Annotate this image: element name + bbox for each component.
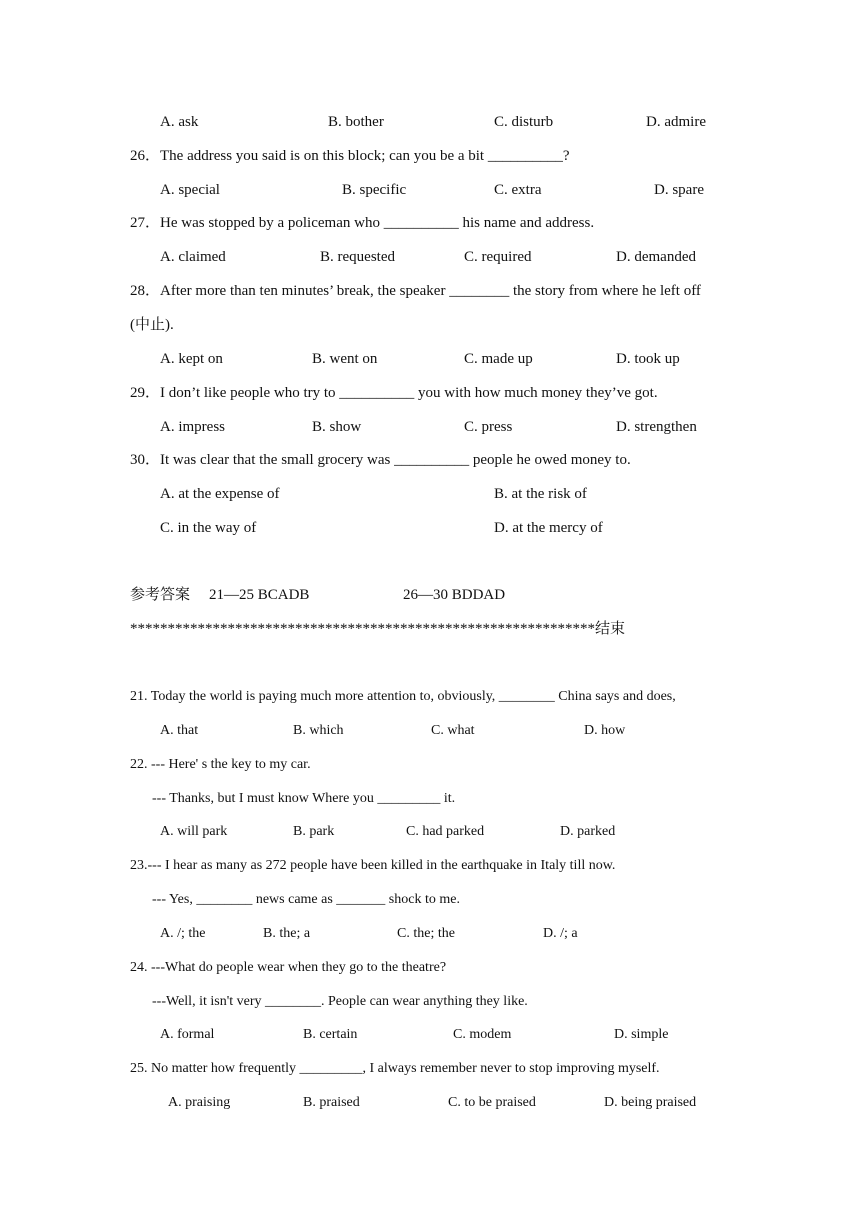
option-c: C. to be praised bbox=[448, 1095, 536, 1110]
option-c: C. press bbox=[464, 419, 513, 435]
option-a: A. impress bbox=[160, 419, 225, 435]
option-b: B. specific bbox=[342, 182, 407, 198]
question-28-stem-continued: (中止). bbox=[130, 317, 174, 333]
option-a: A. formal bbox=[160, 1027, 215, 1042]
option-b: B. requested bbox=[320, 249, 395, 265]
end-marker: 结束 bbox=[595, 621, 626, 637]
question-24-stem: 24. ---What do people wear when they go to the theatre? bbox=[130, 960, 447, 975]
answer-key-26-30: 26—30 BDDAD bbox=[403, 587, 506, 603]
option-b: B. went on bbox=[312, 351, 378, 367]
option-d: D. parked bbox=[560, 824, 616, 839]
option-c: C. what bbox=[431, 723, 475, 738]
question-25-stem: 25. No matter how frequently _________, I always remember never to stop improving myself. bbox=[130, 1061, 660, 1076]
option-b: B. praised bbox=[303, 1095, 360, 1110]
option-d: D. being praised bbox=[604, 1095, 697, 1110]
question-29-stem: 29．I don’t like people who try to __________ you with how much money they’ve got. bbox=[130, 385, 658, 401]
option-d: D. demanded bbox=[616, 249, 696, 265]
option-d: D. spare bbox=[654, 182, 704, 198]
question-22-stem: 22. --- Here' s the key to my car. bbox=[130, 757, 311, 772]
separator-line bbox=[130, 620, 625, 638]
option-b: B. which bbox=[293, 723, 344, 738]
option-c: C. disturb bbox=[494, 114, 554, 130]
question-21-stem: 21. Today the world is paying much more attention to, obviously, ________ China says and does, bbox=[130, 689, 676, 704]
separator-stars: ************************************************************** bbox=[130, 621, 595, 637]
option-a: A. ask bbox=[160, 114, 199, 130]
question-23-stem: 23.--- I hear as many as 272 people have been killed in the earthquake in Italy till now. bbox=[130, 858, 616, 873]
option-c: C. modem bbox=[453, 1027, 512, 1042]
option-d: D. took up bbox=[616, 351, 680, 367]
option-c: C. extra bbox=[494, 182, 542, 198]
question-24-stem-reply: ---Well, it isn't very ________. People can wear anything they like. bbox=[152, 994, 528, 1009]
question-22-stem-reply: --- Thanks, but I must know Where you _________ it. bbox=[152, 791, 456, 806]
question-30-stem: 30．It was clear that the small grocery was __________ people he owed money to. bbox=[130, 452, 631, 468]
option-b: B. park bbox=[293, 824, 335, 839]
question-27-stem: 27．He was stopped by a policeman who __________ his name and address. bbox=[130, 215, 595, 231]
question-26-stem: 26．The address you said is on this block; can you be a bit __________? bbox=[130, 148, 570, 164]
option-c: C. the; the bbox=[397, 926, 455, 941]
option-c: C. required bbox=[464, 249, 532, 265]
option-d: D. /; a bbox=[543, 926, 578, 941]
option-d: D. how bbox=[584, 723, 626, 738]
option-a: A. kept on bbox=[160, 351, 223, 367]
question-23-stem-reply: --- Yes, ________ news came as _______ shock to me. bbox=[152, 892, 460, 907]
option-a: A. at the expense of bbox=[160, 486, 280, 502]
option-a: A. will park bbox=[160, 824, 228, 839]
option-d: D. admire bbox=[646, 114, 706, 130]
option-a: A. /; the bbox=[160, 926, 206, 941]
option-a: A. special bbox=[160, 182, 220, 198]
option-c: C. made up bbox=[464, 351, 533, 367]
option-c: C. had parked bbox=[406, 824, 485, 839]
option-d: D. at the mercy of bbox=[494, 520, 603, 536]
answer-key-label: 参考答案 bbox=[130, 587, 191, 603]
option-a: A. that bbox=[160, 723, 199, 738]
question-28-stem: 28．After more than ten minutes’ break, the speaker ________ the story from where he left off bbox=[130, 283, 701, 299]
option-d: D. strengthen bbox=[616, 419, 697, 435]
option-b: B. certain bbox=[303, 1027, 358, 1042]
answer-key-21-25: 21—25 BCADB bbox=[209, 587, 310, 603]
option-a: A. claimed bbox=[160, 249, 226, 265]
option-a: A. praising bbox=[168, 1095, 231, 1110]
option-d: D. simple bbox=[614, 1027, 669, 1042]
option-b: B. show bbox=[312, 419, 362, 435]
option-b: B. the; a bbox=[263, 926, 311, 941]
option-c: C. in the way of bbox=[160, 520, 257, 536]
option-b: B. at the risk of bbox=[494, 486, 587, 502]
option-b: B. bother bbox=[328, 114, 384, 130]
